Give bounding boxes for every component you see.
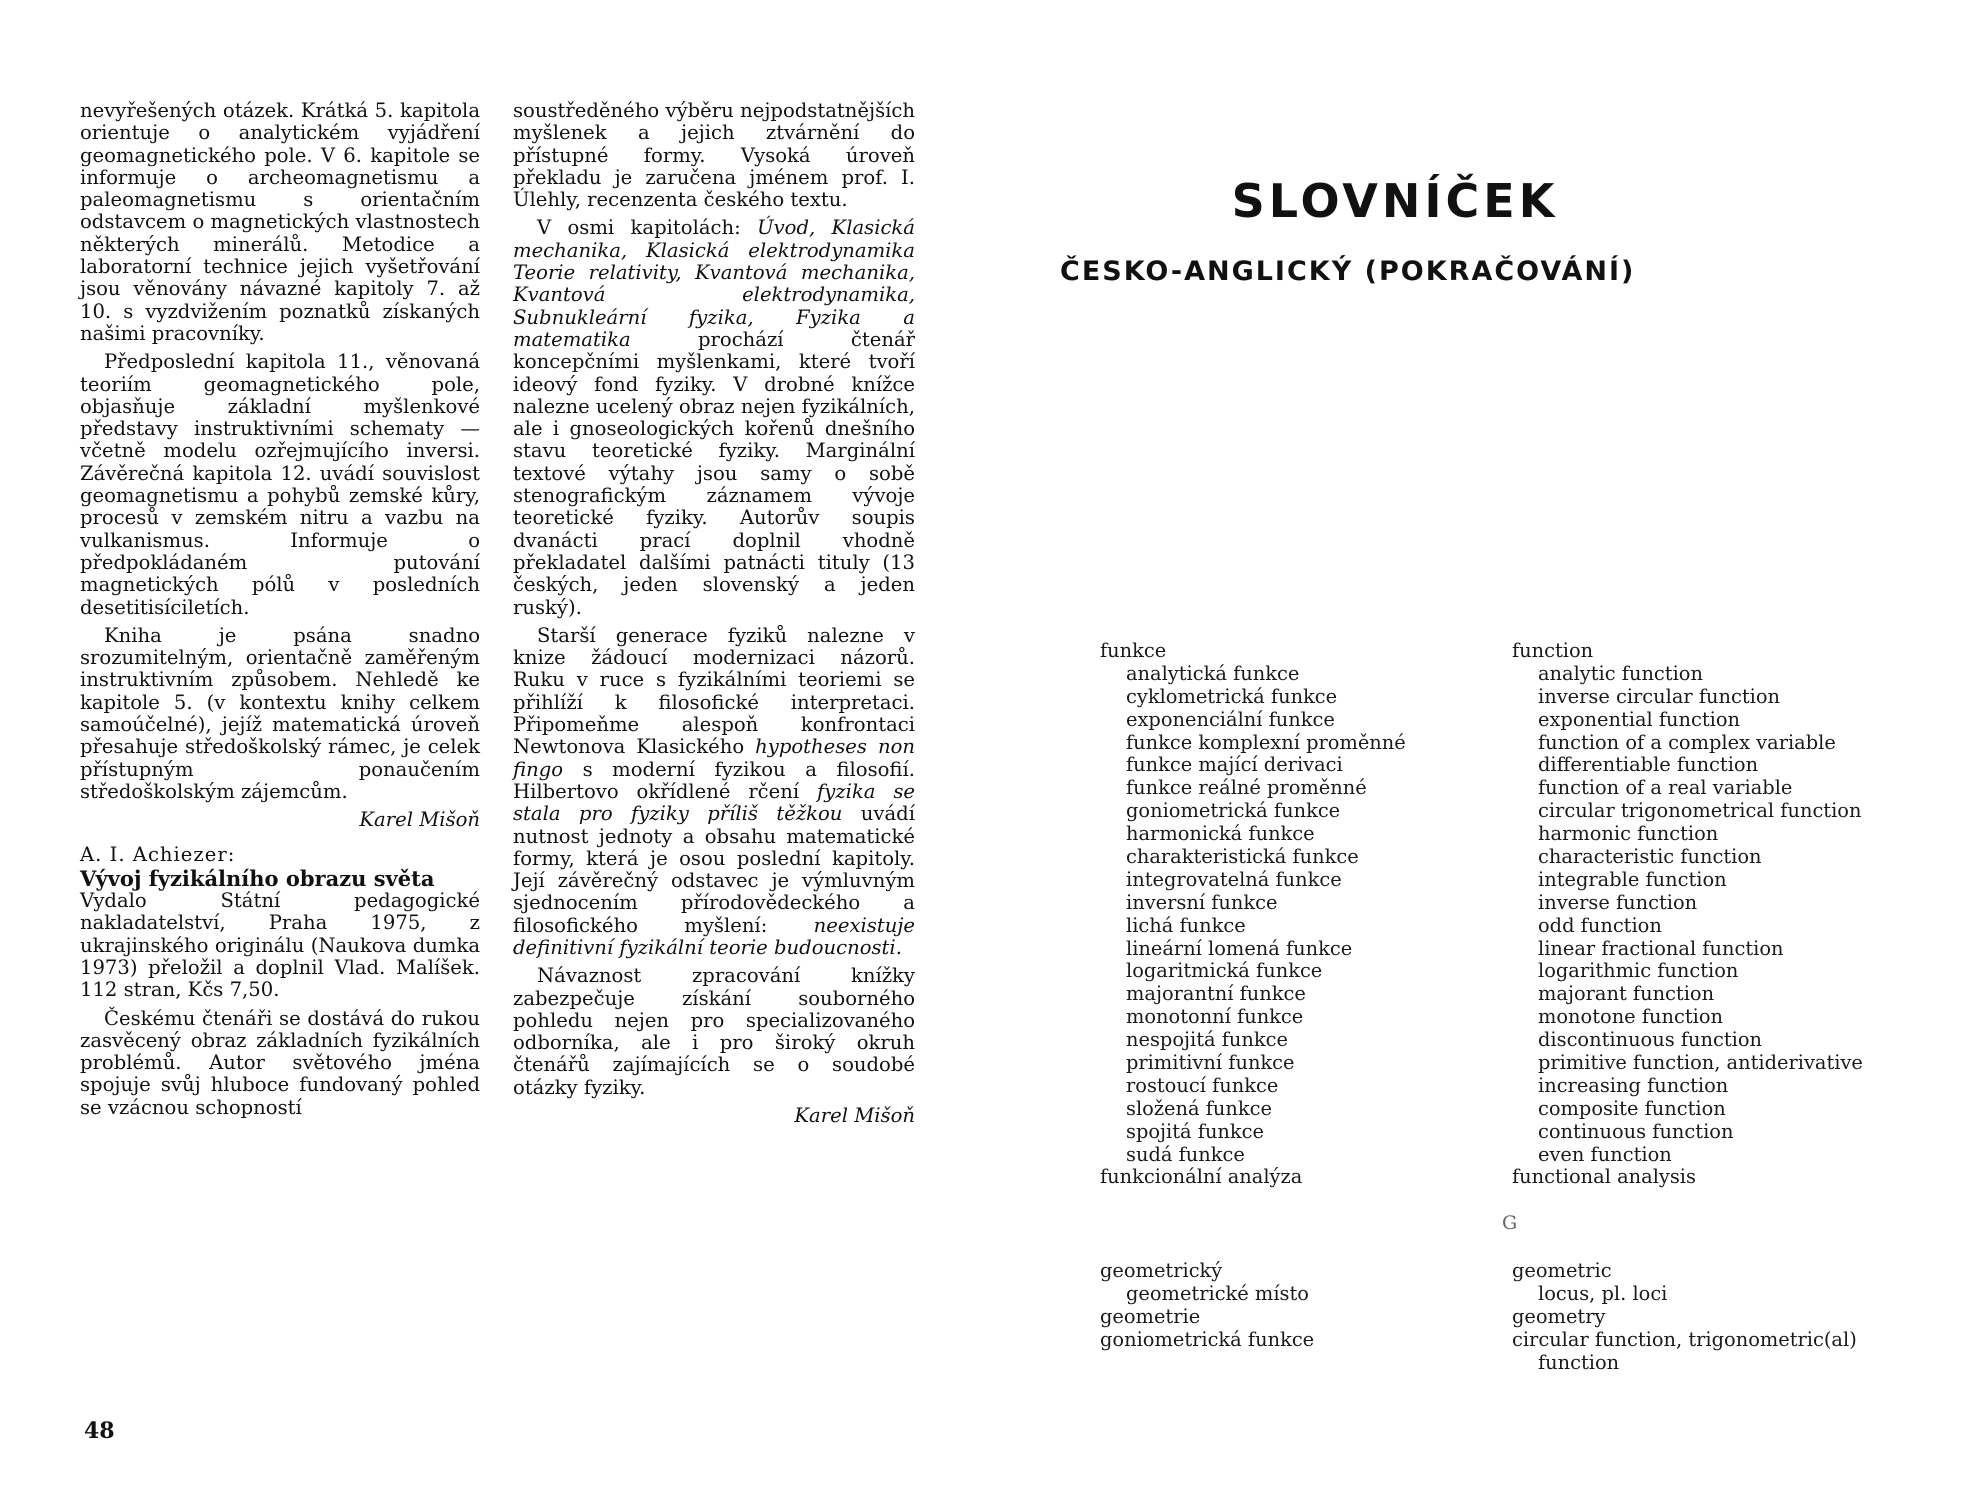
glossary-entry: integrovatelná funkce [1126,867,1342,891]
text-run: uvádí nutnost jednoty a obsahu matematické formy, která je osou poslední kapitoly. Její závěrečný odstavec je výmluvným sjednocením přírodovědeckého a filosofického myšlení: [513,802,915,937]
paragraph: Kniha je psána snadno srozumitelným, orientačně zaměřeným instruktivním způsobem. Nehledě ke kapitole 5. (v kontextu knihy celkem samoúčelné), jejíž matematická úroveň přesahuje středoškolský rámec, je celek přístupným ponaučením středoškolským zájemcům. [80,623,480,803]
paragraph: Předposlední kapitola 11., věnovaná teoriím geomagnetického pole, objasňuje základní myšlenkové představy instruktivními schematy — včetně modelu ozřejmujícího inversi. Závěrečná kapitola 12. uvádí souvislost geomagnetismu a pohybů zemské kůry, procesů v zemském nitru a vazbu na vulkanismus. Informuje o předpokládaném putování magnetických pólů v posledních desetitisíciletích. [80,350,480,619]
glossary-entry: goniometrická funkce [1100,1327,1315,1351]
glossary-entry: differentiable function [1538,753,1759,777]
section-letter: G [1502,1212,1518,1234]
glossary-entry: functional analysis [1512,1165,1696,1189]
glossary-entry: circular trigonometrical function [1538,799,1862,823]
glossary-entry: harmonická funkce [1126,822,1315,846]
italic-quote: neexistuje definitivní fyzikální teorie budoucnosti. [513,913,915,959]
glossary-entry: linear fractional function [1538,936,1784,960]
glossary-entry: geometric [1512,1259,1612,1282]
text-run: Starší generace fyziků nalezne v knize žádoucí modernizaci názorů. Ruku v ruce s fyzikálními teoriemi se přihlíží k filosofické interpretaci. Připomeňme alespoň konfrontaci Newtonova Klasického [513,623,915,759]
review-book-title: Vývoj fyzikálního obrazu světa [80,865,435,891]
review-signature: Karel Mišoň [794,1104,915,1128]
glossary-entry: goniometrická funkce [1126,799,1341,823]
glossary-entry: rostoucí funkce [1126,1073,1279,1097]
glossary-entry: charakteristická funkce [1126,845,1359,869]
text-run: s moderní fyzikou a filosofií. Hilbertovo okřídlené rčení [513,757,915,803]
glossary-english-column [1512,640,1952,1189]
paragraph: nevyřešených otázek. Krátká 5. kapitola orientuje o analytickém vyjádření geomagnetického pole. V 6. kapitole se informuje o archeomagnetismu a paleomagnetismu s orientačním odstavcem o magnetických vlastnostech některých minerálů. Metodice a laboratorní technice jejich vyšetřování jsou věnovány návazné kapitoly 7. až 10. s vyzdvižením poznatků získaných našimi pracovníky. [80,99,480,345]
glossary-entry: majorant function [1538,982,1715,1006]
glossary-entry: majorantní funkce [1126,982,1306,1006]
glossary-entry: function [1512,639,1594,662]
italic-quote: fyzika se stala pro fyziky příliš těžkou [513,779,915,826]
glossary-entry: funkce [1100,639,1167,662]
glossary-entry: characteristic function [1538,845,1762,869]
page-number: 48 [84,1418,115,1444]
glossary-entry: function of a complex variable [1538,730,1836,754]
glossary-czech-column-g [1100,1260,1480,1352]
italic-quote: hypotheses non fingo [513,735,915,781]
glossary-entry: circular function, trigonometric(al) [1512,1327,1857,1351]
glossary-entry: funkce komplexní proměnné [1126,730,1406,754]
glossary-entry: cyklometrická funkce [1126,684,1338,708]
paragraph [513,217,915,618]
glossary-entry: lichá funkce [1126,913,1246,937]
publication-info: Vydalo Státní pedagogické nakladatelství, Praha 1975, z ukrajinského originálu (Naukova dumka 1973) přeložil a doplnil Vlad. Malíšek. 112 stran, Kčs 7,50. [80,889,480,1002]
glossary-entry: increasing function [1538,1073,1729,1097]
glossary-entry: analytic function [1538,661,1703,685]
glossary-entry: continuous function [1538,1119,1734,1143]
glossary-entry: exponential function [1538,707,1741,731]
glossary-entry: odd function [1538,913,1662,937]
review-signature: Karel Mišoň [359,808,480,832]
review-book-author: A. I. Achiezer: [80,842,236,866]
text-run: V osmi kapitolách: [537,216,758,240]
glossary-entry: nespojitá funkce [1126,1028,1288,1052]
glossary-entry: složená funkce [1126,1096,1272,1120]
glossary-entry: logarithmic function [1538,959,1739,983]
glossary-entry: monotone function [1538,1005,1723,1029]
glossary-czech-column [1100,640,1480,1189]
glossary-entry: funkcionální analýza [1100,1165,1303,1189]
glossary-title: SLOVNÍČEK [1231,174,1559,228]
glossary-entry: harmonic function [1538,822,1719,846]
glossary-entry: geometrie [1100,1304,1201,1328]
paragraph [513,625,915,959]
glossary-entry: funkce mající derivaci [1126,753,1343,777]
glossary-entry: sudá funkce [1126,1142,1245,1166]
paragraph: soustředěného výběru nejpodstatnějších myšlenek a jejich ztvárnění do přístupné formy. Vysoká úroveň překladu je zaručena jménem prof. I. Úlehly, recenzenta českého textu. [513,99,915,212]
glossary-entry: analytická funkce [1126,661,1300,685]
glossary-entry: funkce reálné proměnné [1126,776,1367,800]
glossary-entry: logaritmická funkce [1126,959,1323,983]
glossary-entry: primitivní funkce [1126,1051,1295,1075]
glossary-entry: function of a real variable [1538,776,1793,800]
paragraph: Českému čtenáři se dostává do rukou zasvěcený obraz základních fyzikálních problémů. Autor světového jména spojuje svůj hluboce fundovaný pohled se vzácnou schopností [80,1006,480,1119]
glossary-entry: geometry [1512,1304,1606,1328]
glossary-english-column-g [1512,1260,1952,1374]
glossary-entry: primitive function, antiderivative [1538,1051,1863,1075]
glossary-entry: even function [1538,1142,1672,1166]
glossary-entry: inversní funkce [1126,890,1278,914]
glossary-entry: lineární lomená funkce [1126,936,1353,960]
glossary-entry: monotonní funkce [1126,1005,1304,1029]
glossary-entry: integrable function [1538,867,1727,891]
review-column-1 [80,100,480,1125]
glossary-entry: spojitá funkce [1126,1119,1265,1143]
glossary-entry: inverse function [1538,890,1698,914]
glossary-entry: function [1538,1350,1620,1374]
review-column-2 [513,100,915,1139]
text-run: prochází čtenář koncepčními myšlenkami, které tvoří ideový fond fyziky. V drobné knížce nalezne ucelený obraz nejen fyzikálních, ale i gnoseologických kořenů dnešního stavu teoretické fyziky. Marginální textové výtahy jsou samy o sobě stenografickým záznamem vývoje teoretické fyziky. Autorův soupis dvanácti prací doplnil vhodně překladatel dalšími patnácti tituly (13 českých, jeden slovenský a jeden ruský). [513,327,916,619]
glossary-entry: exponenciální funkce [1126,707,1335,731]
glossary-entry: inverse circular function [1538,684,1781,708]
glossary-entry: locus, pl. loci [1538,1281,1668,1305]
glossary-subtitle: ČESKO-ANGLICKÝ (POKRAČOVÁNÍ) [1060,256,1636,287]
glossary-entry: geometrické místo [1126,1281,1309,1305]
glossary-entry: geometrický [1100,1259,1223,1282]
chapter-list: Úvod, Klasická mechanika, Klasická elektrodynamika Teorie relativity, Kvantová mechanika, Kvantová elektrodynamika, Subnukleární fyzika, Fyzika a matematika [513,216,915,351]
paragraph: Návaznost zpracování knížky zabezpečuje získání souborného pohledu nejen pro specializovaného odborníka, ale i pro široký okruh čtenářů zajímajících se o soudobé otázky fyziky. [513,964,915,1099]
glossary-entry: composite function [1538,1096,1726,1120]
glossary-entry: discontinuous function [1538,1028,1763,1052]
